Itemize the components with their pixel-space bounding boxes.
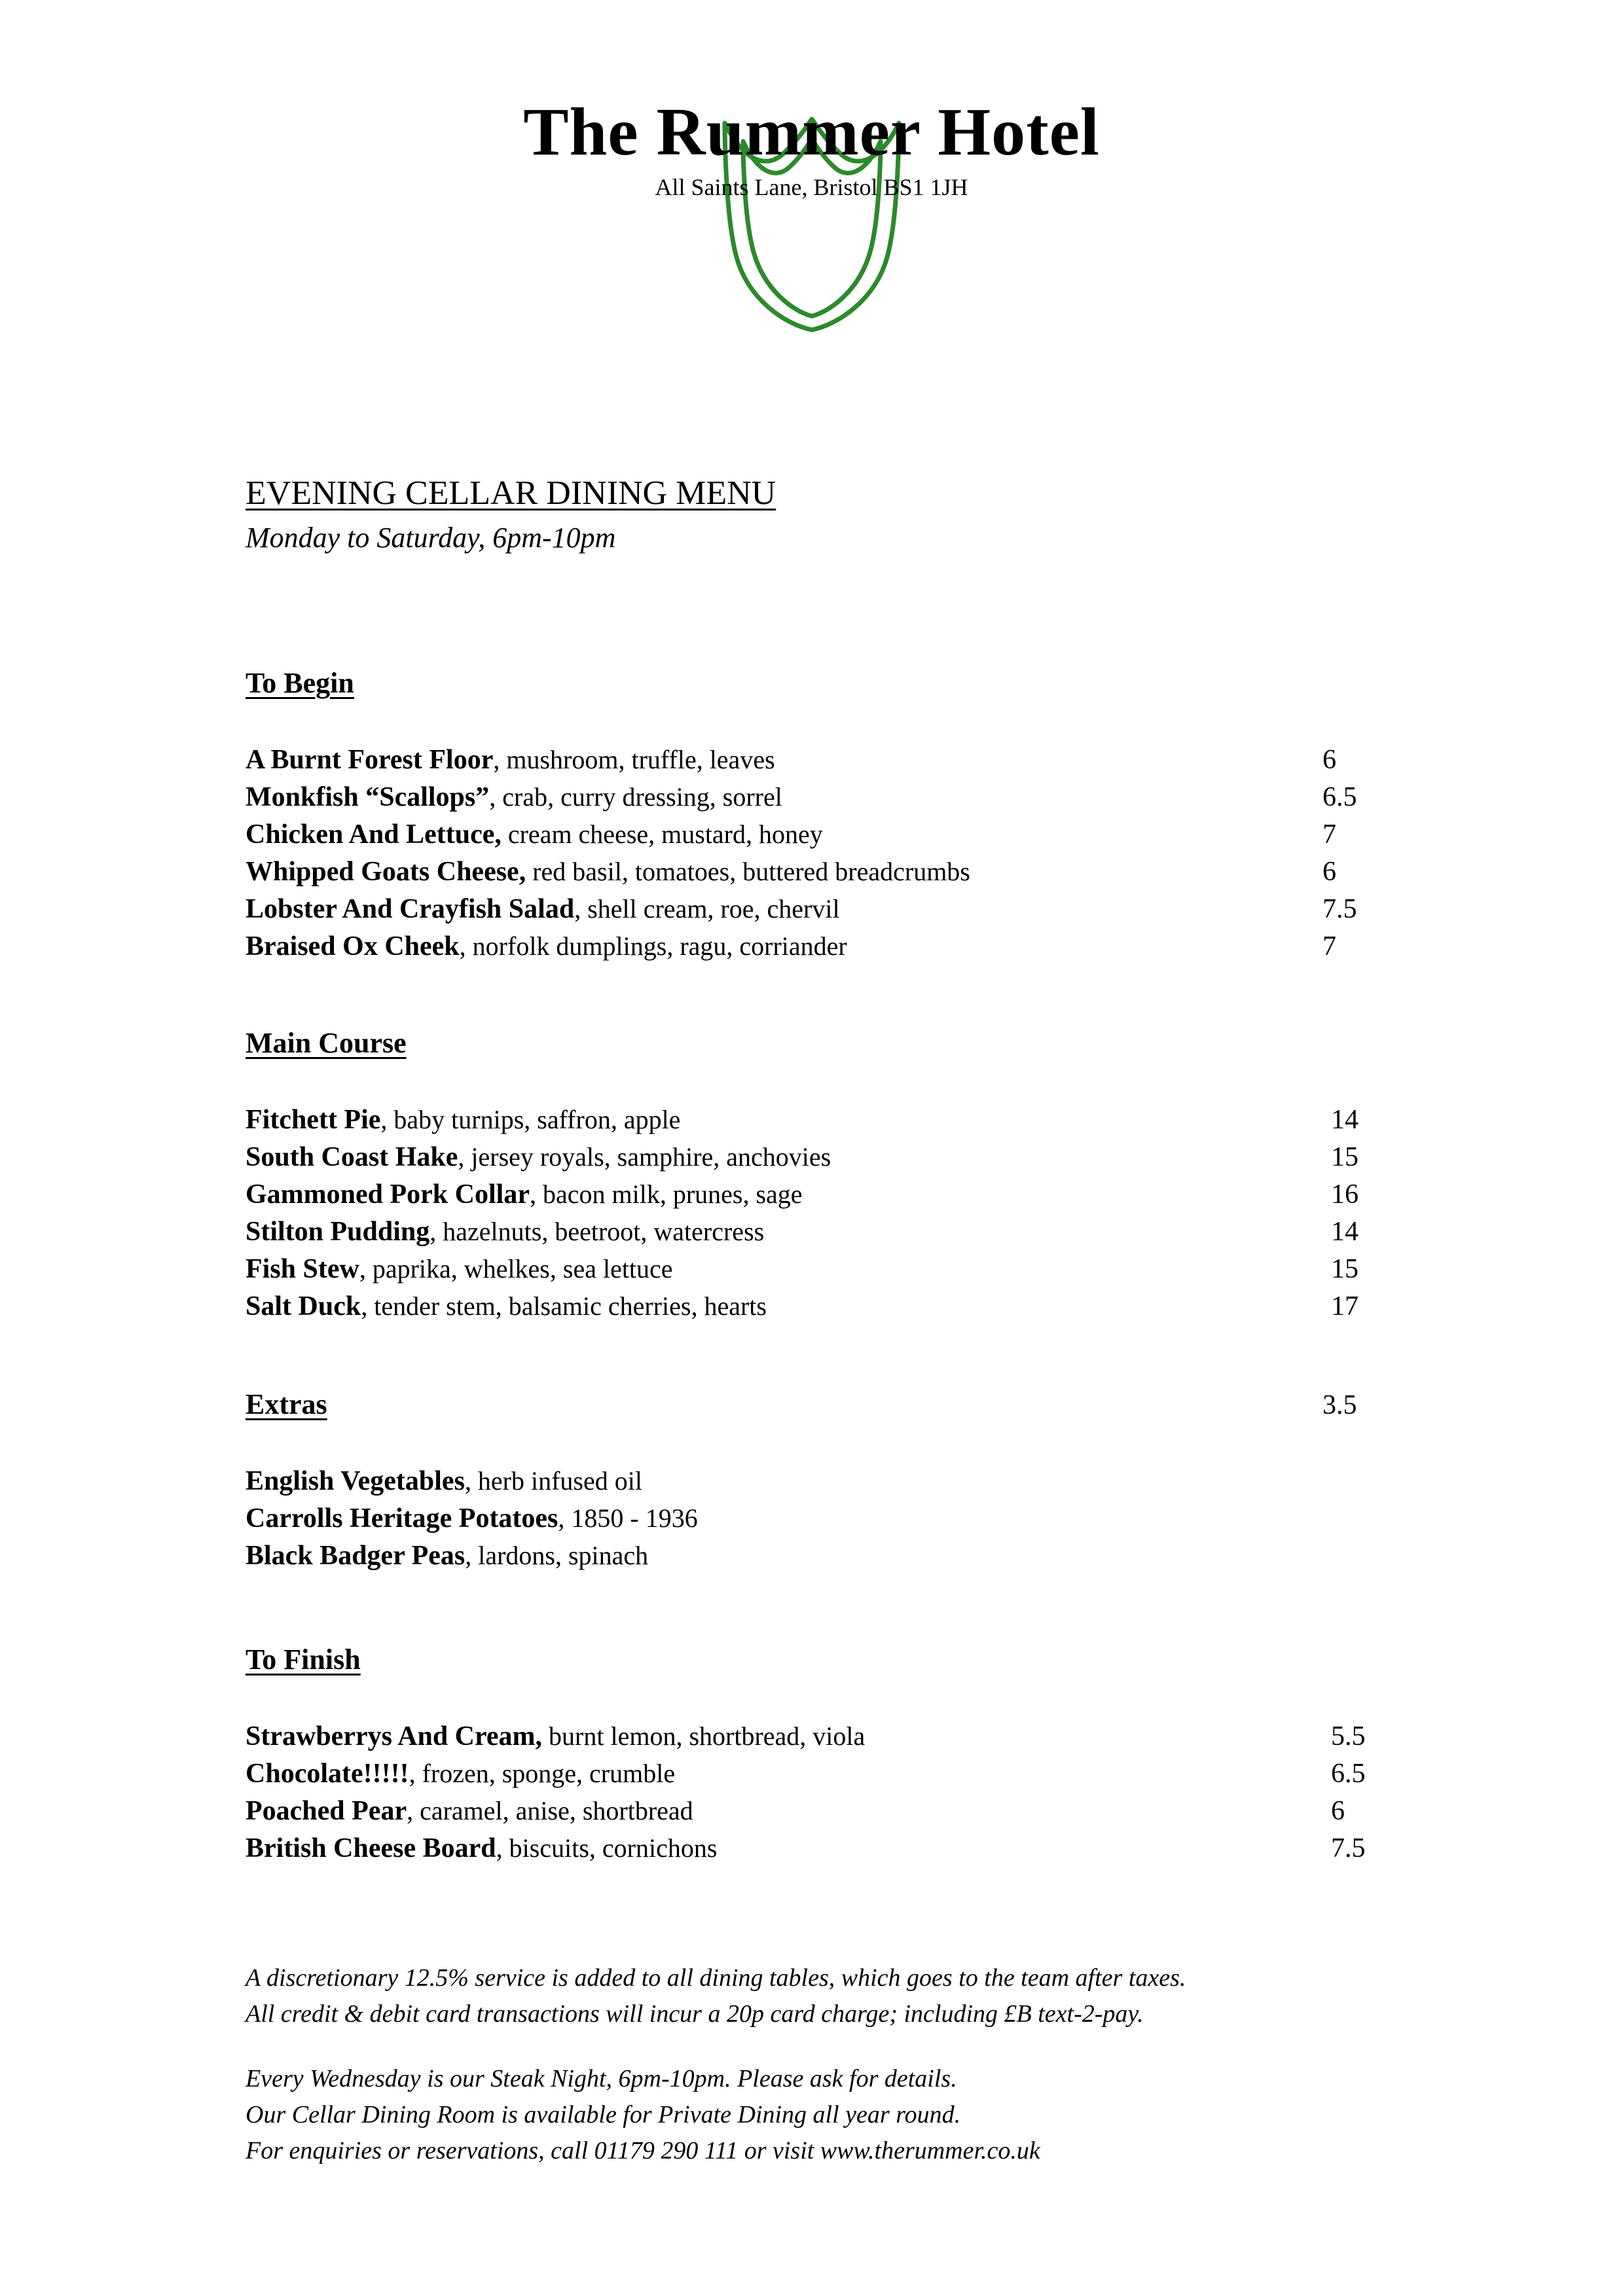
hotel-address: All Saints Lane, Bristol BS1 1JH (655, 174, 968, 200)
menu-item-description: , jersey royals, samphire, anchovies (458, 1142, 831, 1172)
menu-footer (246, 1960, 1489, 2169)
menu-item-list (246, 1466, 1398, 1578)
footer-line: Our Cellar Dining Room is available for Private Dining all year round. (246, 2101, 961, 2129)
menu-item-price: 7 (1322, 931, 1336, 961)
menu-item-list (246, 1105, 1398, 1329)
menu-item-price: 15 (1331, 1142, 1359, 1172)
menu-item-description: burnt lemon, shortbread, viola (542, 1721, 866, 1751)
menu-item-name: Black Badger Peas (246, 1541, 465, 1571)
menu-item-description: red basil, tomatoes, buttered breadcrumbs (526, 857, 970, 886)
menu-item-price: 6.5 (1322, 782, 1357, 812)
menu-item-row (246, 745, 1398, 782)
hotel-name: The Rummer Hotel (523, 94, 1100, 170)
footer-line: Every Wednesday is our Steak Night, 6pm-10pm. Please ask for details. (246, 2065, 957, 2093)
menu-item-price: 6 (1322, 745, 1336, 775)
menu-item-row (246, 1503, 1398, 1541)
section-header-row (246, 1028, 1398, 1067)
menu-item-row (246, 1291, 1398, 1329)
menu-item-description: cream cheese, mustard, honey (501, 819, 823, 849)
menu-item-description: , biscuits, cornichons (496, 1833, 718, 1863)
menu-section (246, 1644, 1398, 1871)
menu-subtitle: Monday to Saturday, 6pm-10pm (246, 522, 616, 554)
menu-item-row (246, 1105, 1398, 1142)
section-heading: Main Course (246, 1027, 407, 1059)
menu-item-name: Monkfish “Scallops” (246, 782, 490, 812)
menu-section (246, 668, 1398, 969)
masthead (0, 94, 1623, 360)
menu-item-name: Fish Stew (246, 1254, 359, 1284)
menu-item-list (246, 1721, 1398, 1871)
menu-item-price: 6.5 (1331, 1759, 1366, 1789)
menu-item-description: , bacon milk, prunes, sage (529, 1179, 803, 1209)
footer-line: For enquiries or reservations, call 01179 290 111 or visit www.therummer.co.uk (246, 2137, 1040, 2165)
footer-line: A discretionary 12.5% service is added to all dining tables, which goes to the team after taxes. (246, 1964, 1186, 1992)
menu-item-description: , norfolk dumplings, ragu, corriander (459, 931, 847, 961)
menu-item-price: 14 (1331, 1217, 1359, 1247)
menu-item-name: Chocolate!!!!! (246, 1759, 409, 1789)
menu-item-row (246, 782, 1398, 819)
menu-item-name: Poached Pear (246, 1796, 407, 1826)
section-header-row (246, 1389, 1398, 1428)
menu-item-name: Braised Ox Cheek (246, 931, 460, 961)
menu-item-name: Salt Duck (246, 1291, 361, 1321)
menu-item-name: Chicken And Lettuce, (246, 819, 501, 850)
menu-item-price: 7 (1322, 819, 1336, 850)
menu-item-description: , shell cream, roe, chervil (574, 894, 840, 924)
menu-item-row (246, 1179, 1398, 1217)
menu-item-price: 6 (1331, 1796, 1345, 1826)
menu-item-description: , caramel, anise, shortbread (407, 1796, 693, 1825)
menu-item-name: Gammoned Pork Collar (246, 1179, 530, 1210)
menu-item-price: 15 (1331, 1254, 1359, 1284)
menu-item-name: Whipped Goats Cheese, (246, 857, 526, 887)
menu-item-name: Strawberrys And Cream, (246, 1721, 543, 1751)
menu-item-description: , frozen, sponge, crumble (409, 1759, 676, 1788)
menu-item-name: Fitchett Pie (246, 1105, 381, 1135)
menu-section (246, 1028, 1398, 1329)
menu-item-price: 17 (1331, 1291, 1359, 1321)
menu-item-row (246, 819, 1398, 857)
menu-item-description: , herb infused oil (464, 1466, 642, 1496)
menu-item-row (246, 1541, 1398, 1578)
menu-item-name: British Cheese Board (246, 1833, 496, 1863)
menu-item-description: , hazelnuts, beetroot, watercress (429, 1217, 765, 1246)
section-heading: To Finish (246, 1643, 361, 1676)
menu-item-row (246, 1142, 1398, 1179)
menu-item-row (246, 931, 1398, 969)
menu-item-name: A Burnt Forest Floor (246, 745, 494, 775)
menu-item-price: 5.5 (1331, 1721, 1366, 1751)
menu-item-row (246, 1833, 1398, 1871)
section-price: 3.5 (1322, 1390, 1357, 1420)
menu-item-row (246, 1721, 1398, 1759)
menu-item-description: , lardons, spinach (465, 1541, 649, 1570)
menu-item-description: , paprika, whelkes, sea lettuce (359, 1254, 673, 1283)
menu-title-block (246, 475, 1398, 554)
menu-item-description: , baby turnips, saffron, apple (380, 1105, 681, 1134)
menu-item-description: , 1850 - 1936 (558, 1503, 698, 1533)
menu-item-price: 6 (1322, 857, 1336, 887)
section-header-row (246, 668, 1398, 707)
footer-line: All credit & debit card transactions will incur a 20p card charge; including £B text-2-pay. (246, 2000, 1144, 2028)
menu-item-row (246, 1466, 1398, 1503)
menu-item-row (246, 1254, 1398, 1291)
section-heading: To Begin (246, 667, 354, 699)
menu-item-name: Carrolls Heritage Potatoes (246, 1503, 558, 1534)
menu-item-name: Stilton Pudding (246, 1217, 430, 1247)
section-heading: Extras (246, 1388, 327, 1420)
menu-title: EVENING CELLAR DINING MENU (246, 475, 776, 512)
menu-item-description: , crab, curry dressing, sorrel (489, 782, 782, 812)
menu-item-name: Lobster And Crayfish Salad (246, 894, 575, 924)
menu-item-price: 7.5 (1331, 1833, 1366, 1863)
menu-item-description: , mushroom, truffle, leaves (493, 745, 775, 774)
menu-section (246, 1389, 1398, 1578)
menu-item-row (246, 857, 1398, 894)
menu-item-list (246, 745, 1398, 969)
section-header-row (246, 1644, 1398, 1683)
menu-item-row (246, 1796, 1398, 1833)
menu-item-name: South Coast Hake (246, 1142, 458, 1172)
menu-item-row (246, 894, 1398, 931)
menu-item-row (246, 1759, 1398, 1796)
footer-spacer (246, 2032, 1489, 2061)
menu-item-name: English Vegetables (246, 1466, 465, 1496)
menu-item-price: 14 (1331, 1105, 1359, 1135)
menu-item-row (246, 1217, 1398, 1254)
menu-item-price: 16 (1331, 1179, 1359, 1210)
menu-item-price: 7.5 (1322, 894, 1357, 924)
menu-item-description: , tender stem, balsamic cherries, hearts (361, 1291, 767, 1321)
